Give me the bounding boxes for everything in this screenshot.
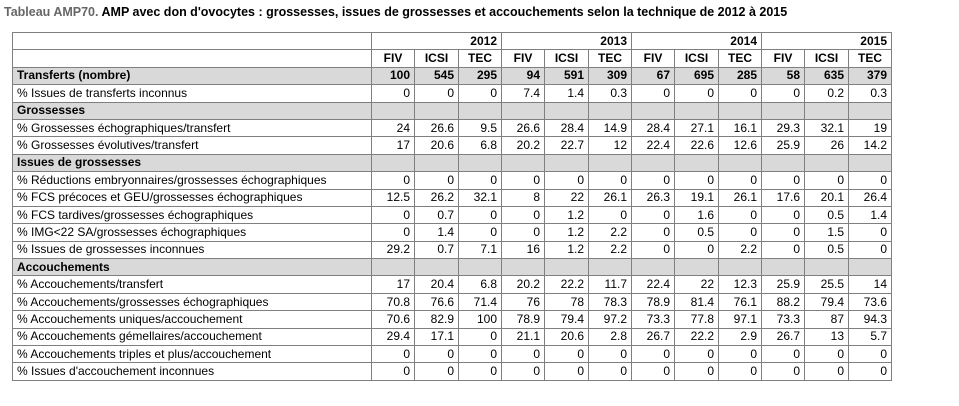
table-row — [13, 363, 892, 380]
value-cell: 20.6 — [545, 328, 589, 345]
section-header-row — [13, 154, 892, 171]
value-cell: 97.1 — [719, 311, 762, 328]
value-cell: 77.8 — [675, 311, 719, 328]
row-label: % Issues de transferts inconnus — [13, 85, 372, 102]
value-cell: 32.1 — [459, 189, 502, 206]
value-cell: 78 — [545, 293, 589, 310]
section-filler-cell — [459, 102, 502, 119]
value-cell: 0 — [415, 346, 459, 363]
value-cell: 20.2 — [502, 276, 545, 293]
value-cell: 22.2 — [545, 276, 589, 293]
row-label: % Grossesses échographiques/transfert — [13, 119, 372, 136]
value-cell: 17 — [372, 137, 415, 154]
value-cell: 28.4 — [545, 119, 589, 136]
value-cell: 0 — [719, 363, 762, 380]
value-cell: 26.3 — [632, 189, 675, 206]
section-filler-cell — [415, 102, 459, 119]
technique-header-cell: TEC — [849, 50, 892, 67]
section-filler-cell — [459, 154, 502, 171]
value-cell: 79.4 — [545, 311, 589, 328]
row-label: % Issues d'accouchement inconnues — [13, 363, 372, 380]
value-cell: 0 — [805, 172, 849, 189]
value-cell: 695 — [675, 67, 719, 84]
value-cell: 26.2 — [415, 189, 459, 206]
section-filler-cell — [502, 259, 545, 276]
row-label: % Accouchements gémellaires/accouchement — [13, 328, 372, 345]
table-row — [13, 293, 892, 310]
value-cell: 17.6 — [762, 189, 805, 206]
value-cell: 309 — [589, 67, 632, 84]
table-container — [12, 32, 892, 381]
value-cell: 19 — [849, 119, 892, 136]
value-cell: 20.4 — [415, 276, 459, 293]
section-filler-cell — [719, 102, 762, 119]
value-cell: 0 — [459, 346, 502, 363]
section-filler-cell — [805, 154, 849, 171]
value-cell: 26.1 — [719, 189, 762, 206]
year-header-cell: 2013 — [502, 33, 632, 50]
value-cell: 285 — [719, 67, 762, 84]
value-cell: 20.1 — [805, 189, 849, 206]
value-cell: 0 — [762, 172, 805, 189]
value-cell: 22.4 — [632, 137, 675, 154]
value-cell: 0 — [675, 346, 719, 363]
value-cell: 27.1 — [675, 119, 719, 136]
value-cell: 6.8 — [459, 276, 502, 293]
year-header-cell: 2012 — [372, 33, 502, 50]
value-cell: 635 — [805, 67, 849, 84]
value-cell: 0 — [632, 346, 675, 363]
section-filler-cell — [545, 259, 589, 276]
value-cell: 94 — [502, 67, 545, 84]
value-cell: 0 — [719, 346, 762, 363]
value-cell: 73.3 — [762, 311, 805, 328]
value-cell: 2.2 — [589, 224, 632, 241]
value-cell: 14.9 — [589, 119, 632, 136]
table-row — [13, 328, 892, 345]
value-cell: 26.6 — [415, 119, 459, 136]
value-cell: 21.1 — [502, 328, 545, 345]
value-cell: 1.2 — [545, 224, 589, 241]
table-row — [13, 119, 892, 136]
row-label: % Issues de grossesses inconnues — [13, 241, 372, 258]
value-cell: 0 — [805, 363, 849, 380]
value-cell: 0 — [589, 346, 632, 363]
value-cell: 0.5 — [805, 206, 849, 223]
value-cell: 1.2 — [545, 206, 589, 223]
table-row — [13, 346, 892, 363]
row-label: % Accouchements triples et plus/accouchement — [13, 346, 372, 363]
value-cell: 58 — [762, 67, 805, 84]
section-filler-cell — [372, 154, 415, 171]
value-cell: 70.6 — [372, 311, 415, 328]
value-cell: 26.7 — [762, 328, 805, 345]
section-filler-cell — [632, 154, 675, 171]
technique-header-cell: FIV — [502, 50, 545, 67]
section-filler-cell — [849, 259, 892, 276]
value-cell: 0 — [372, 206, 415, 223]
section-filler-cell — [415, 259, 459, 276]
section-label: Grossesses — [13, 102, 372, 119]
value-cell: 0 — [849, 346, 892, 363]
value-cell: 0.3 — [849, 85, 892, 102]
table-row — [13, 276, 892, 293]
section-header-row — [13, 259, 892, 276]
value-cell: 78.3 — [589, 293, 632, 310]
section-filler-cell — [545, 102, 589, 119]
year-header-row — [13, 33, 892, 50]
value-cell: 28.4 — [632, 119, 675, 136]
value-cell: 0 — [632, 224, 675, 241]
row-label: % FCS précoces et GEU/grossesses échographiques — [13, 189, 372, 206]
technique-header-cell: ICSI — [545, 50, 589, 67]
table-row — [13, 137, 892, 154]
value-cell: 0 — [415, 172, 459, 189]
value-cell: 17 — [372, 276, 415, 293]
technique-header-cell: FIV — [372, 50, 415, 67]
value-cell: 67 — [632, 67, 675, 84]
value-cell: 0 — [545, 363, 589, 380]
value-cell: 0 — [762, 363, 805, 380]
value-cell: 2.9 — [719, 328, 762, 345]
value-cell: 79.4 — [805, 293, 849, 310]
section-filler-cell — [372, 102, 415, 119]
value-cell: 0 — [675, 85, 719, 102]
section-filler-cell — [805, 259, 849, 276]
value-cell: 0 — [719, 172, 762, 189]
value-cell: 1.4 — [849, 206, 892, 223]
section-filler-cell — [372, 259, 415, 276]
value-cell: 1.6 — [675, 206, 719, 223]
value-cell: 22.6 — [675, 137, 719, 154]
year-header-cell: 2014 — [632, 33, 762, 50]
value-cell: 19.1 — [675, 189, 719, 206]
value-cell: 0 — [632, 85, 675, 102]
section-filler-cell — [415, 154, 459, 171]
value-cell: 0 — [459, 328, 502, 345]
table-row — [13, 189, 892, 206]
value-cell: 26 — [805, 137, 849, 154]
value-cell: 73.6 — [849, 293, 892, 310]
technique-header-cell: TEC — [459, 50, 502, 67]
value-cell: 22.4 — [632, 276, 675, 293]
value-cell: 12 — [589, 137, 632, 154]
value-cell: 0 — [459, 224, 502, 241]
value-cell: 25.5 — [805, 276, 849, 293]
value-cell: 0 — [849, 224, 892, 241]
section-label: Accouchements — [13, 259, 372, 276]
value-cell: 0 — [719, 85, 762, 102]
value-cell: 0 — [849, 172, 892, 189]
value-cell: 26.7 — [632, 328, 675, 345]
value-cell: 7.1 — [459, 241, 502, 258]
value-cell: 0.3 — [589, 85, 632, 102]
value-cell: 26.4 — [849, 189, 892, 206]
section-filler-cell — [762, 259, 805, 276]
section-header-row — [13, 102, 892, 119]
value-cell: 29.3 — [762, 119, 805, 136]
row-label: % FCS tardives/grossesses échographiques — [13, 206, 372, 223]
value-cell: 0 — [632, 206, 675, 223]
value-cell: 0 — [459, 206, 502, 223]
header-corner-cell — [13, 50, 372, 67]
value-cell: 0 — [502, 224, 545, 241]
table-row — [13, 224, 892, 241]
value-cell: 0 — [545, 172, 589, 189]
value-cell: 0 — [459, 85, 502, 102]
value-cell: 87 — [805, 311, 849, 328]
value-cell: 0 — [632, 172, 675, 189]
value-cell: 0 — [762, 224, 805, 241]
value-cell: 0 — [632, 363, 675, 380]
value-cell: 20.6 — [415, 137, 459, 154]
technique-header-cell: TEC — [719, 50, 762, 67]
value-cell: 73.3 — [632, 311, 675, 328]
technique-header-cell: TEC — [589, 50, 632, 67]
value-cell: 25.9 — [762, 137, 805, 154]
value-cell: 0 — [589, 206, 632, 223]
section-filler-cell — [849, 154, 892, 171]
value-cell: 0 — [459, 172, 502, 189]
technique-header-cell: ICSI — [675, 50, 719, 67]
value-cell: 0 — [502, 346, 545, 363]
value-cell: 24 — [372, 119, 415, 136]
value-cell: 0 — [372, 224, 415, 241]
value-cell: 76 — [502, 293, 545, 310]
data-table — [12, 32, 892, 381]
value-cell: 0 — [849, 363, 892, 380]
value-cell: 26.1 — [589, 189, 632, 206]
value-cell: 26.6 — [502, 119, 545, 136]
value-cell: 16.1 — [719, 119, 762, 136]
value-cell: 0 — [372, 85, 415, 102]
row-label: Transferts (nombre) — [13, 67, 372, 84]
table-row — [13, 311, 892, 328]
section-filler-cell — [545, 154, 589, 171]
value-cell: 70.8 — [372, 293, 415, 310]
value-cell: 1.4 — [415, 224, 459, 241]
section-filler-cell — [589, 102, 632, 119]
table-title-prefix: Tableau AMP70. — [4, 5, 99, 19]
value-cell: 0 — [675, 363, 719, 380]
value-cell: 1.2 — [545, 241, 589, 258]
value-cell: 0 — [372, 363, 415, 380]
header-corner-cell — [13, 33, 372, 50]
row-label: % IMG<22 SA/grossesses échographiques — [13, 224, 372, 241]
section-filler-cell — [719, 259, 762, 276]
row-label: % Accouchements uniques/accouchement — [13, 311, 372, 328]
table-row — [13, 85, 892, 102]
technique-header-row — [13, 50, 892, 67]
row-label: % Grossesses évolutives/transfert — [13, 137, 372, 154]
value-cell: 1.4 — [545, 85, 589, 102]
value-cell: 0 — [459, 363, 502, 380]
value-cell: 0 — [502, 363, 545, 380]
value-cell: 0.7 — [415, 206, 459, 223]
value-cell: 11.7 — [589, 276, 632, 293]
value-cell: 0 — [762, 346, 805, 363]
value-cell: 29.2 — [372, 241, 415, 258]
value-cell: 0 — [632, 241, 675, 258]
value-cell: 25.9 — [762, 276, 805, 293]
technique-header-cell: ICSI — [415, 50, 459, 67]
value-cell: 78.9 — [632, 293, 675, 310]
value-cell: 6.8 — [459, 137, 502, 154]
value-cell: 0 — [415, 363, 459, 380]
section-filler-cell — [675, 102, 719, 119]
value-cell: 1.5 — [805, 224, 849, 241]
section-filler-cell — [589, 259, 632, 276]
section-filler-cell — [589, 154, 632, 171]
value-cell: 2.8 — [589, 328, 632, 345]
value-cell: 100 — [372, 67, 415, 84]
value-cell: 0 — [762, 241, 805, 258]
total-row — [13, 67, 892, 84]
value-cell: 0 — [849, 241, 892, 258]
value-cell: 0 — [372, 346, 415, 363]
value-cell: 0 — [719, 206, 762, 223]
value-cell: 0 — [415, 85, 459, 102]
value-cell: 591 — [545, 67, 589, 84]
row-label: % Réductions embryonnaires/grossesses échographiques — [13, 172, 372, 189]
value-cell: 16 — [502, 241, 545, 258]
section-filler-cell — [632, 259, 675, 276]
value-cell: 17.1 — [415, 328, 459, 345]
section-filler-cell — [502, 102, 545, 119]
value-cell: 22.7 — [545, 137, 589, 154]
value-cell: 0.7 — [415, 241, 459, 258]
value-cell: 9.5 — [459, 119, 502, 136]
value-cell: 7.4 — [502, 85, 545, 102]
value-cell: 0.5 — [675, 224, 719, 241]
value-cell: 0 — [545, 346, 589, 363]
row-label: % Accouchements/transfert — [13, 276, 372, 293]
technique-header-cell: ICSI — [805, 50, 849, 67]
year-header-cell: 2015 — [762, 33, 892, 50]
value-cell: 2.2 — [719, 241, 762, 258]
value-cell: 76.1 — [719, 293, 762, 310]
section-filler-cell — [502, 154, 545, 171]
value-cell: 8 — [502, 189, 545, 206]
value-cell: 13 — [805, 328, 849, 345]
technique-header-cell: FIV — [632, 50, 675, 67]
value-cell: 0 — [502, 172, 545, 189]
value-cell: 100 — [459, 311, 502, 328]
technique-header-cell: FIV — [762, 50, 805, 67]
value-cell: 0.2 — [805, 85, 849, 102]
table-title-text: AMP avec don d'ovocytes : grossesses, issues de grossesses et accouchements selon la technique de 2012 à 2015 — [101, 5, 788, 19]
value-cell: 5.7 — [849, 328, 892, 345]
section-filler-cell — [632, 102, 675, 119]
value-cell: 81.4 — [675, 293, 719, 310]
value-cell: 32.1 — [805, 119, 849, 136]
value-cell: 22 — [675, 276, 719, 293]
value-cell: 14 — [849, 276, 892, 293]
section-filler-cell — [459, 259, 502, 276]
section-filler-cell — [675, 154, 719, 171]
value-cell: 2.2 — [589, 241, 632, 258]
value-cell: 0 — [675, 172, 719, 189]
value-cell: 29.4 — [372, 328, 415, 345]
table-title — [4, 5, 787, 19]
value-cell: 78.9 — [502, 311, 545, 328]
section-filler-cell — [805, 102, 849, 119]
row-label: % Accouchements/grossesses échographiques — [13, 293, 372, 310]
value-cell: 0 — [719, 224, 762, 241]
table-body — [13, 33, 892, 381]
section-filler-cell — [719, 154, 762, 171]
value-cell: 12.6 — [719, 137, 762, 154]
table-row — [13, 241, 892, 258]
section-filler-cell — [762, 102, 805, 119]
section-label: Issues de grossesses — [13, 154, 372, 171]
value-cell: 12.3 — [719, 276, 762, 293]
section-filler-cell — [762, 154, 805, 171]
value-cell: 94.3 — [849, 311, 892, 328]
value-cell: 0 — [372, 172, 415, 189]
section-filler-cell — [675, 259, 719, 276]
value-cell: 22 — [545, 189, 589, 206]
value-cell: 0 — [805, 346, 849, 363]
value-cell: 0 — [762, 85, 805, 102]
value-cell: 0 — [762, 206, 805, 223]
value-cell: 379 — [849, 67, 892, 84]
value-cell: 76.6 — [415, 293, 459, 310]
value-cell: 545 — [415, 67, 459, 84]
table-row — [13, 206, 892, 223]
section-filler-cell — [849, 102, 892, 119]
value-cell: 0 — [675, 241, 719, 258]
value-cell: 14.2 — [849, 137, 892, 154]
value-cell: 71.4 — [459, 293, 502, 310]
value-cell: 82.9 — [415, 311, 459, 328]
value-cell: 20.2 — [502, 137, 545, 154]
value-cell: 0 — [502, 206, 545, 223]
value-cell: 0 — [589, 363, 632, 380]
value-cell: 12.5 — [372, 189, 415, 206]
value-cell: 97.2 — [589, 311, 632, 328]
value-cell: 88.2 — [762, 293, 805, 310]
value-cell: 295 — [459, 67, 502, 84]
value-cell: 0 — [589, 172, 632, 189]
table-row — [13, 172, 892, 189]
value-cell: 22.2 — [675, 328, 719, 345]
value-cell: 0.5 — [805, 241, 849, 258]
